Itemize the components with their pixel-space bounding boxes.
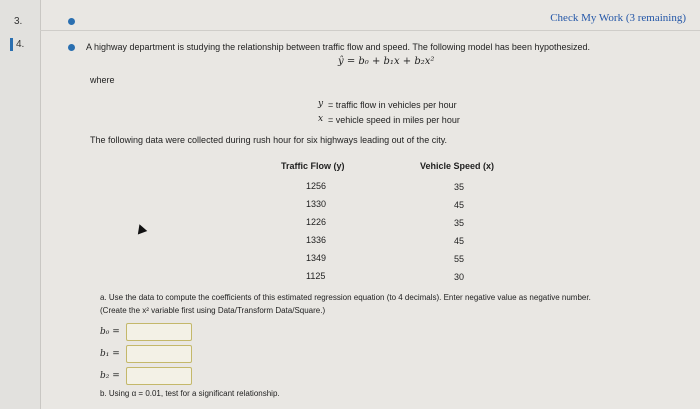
b1-input[interactable] [126, 345, 192, 363]
table-cell: 45 [454, 236, 465, 246]
part-a-note: (Create the x² variable first using Data/Transform Data/Square.) [100, 306, 326, 315]
coefficient-label: b₂ = [100, 371, 120, 381]
table-cell: 35 [454, 218, 465, 228]
table-cell: 1226 [306, 217, 327, 227]
part-b-instruction: b. Using α = 0.01, test for a significant relationship. [100, 389, 280, 398]
table-cell: 45 [454, 200, 465, 210]
definition-text: = vehicle speed in miles per hour [328, 115, 460, 125]
coefficient-label: b₁ = [100, 349, 120, 359]
table-cell: 35 [454, 182, 465, 192]
table-cell: 1125 [306, 271, 326, 281]
question-nav [0, 0, 41, 409]
b2-input[interactable] [126, 367, 192, 385]
question-content [40, 31, 700, 409]
b0-input[interactable] [126, 323, 192, 341]
model-equation: ŷ = b₀ + b₁x + b₂x² [338, 56, 435, 67]
question-number: 4. [10, 38, 27, 51]
definition-text: = traffic flow in vehicles per hour [328, 100, 457, 110]
question-nav-item-4[interactable] [0, 36, 40, 58]
check-my-work-button[interactable]: Check My Work (3 remaining) [550, 12, 686, 24]
table-header: Vehicle Speed (x) [420, 161, 495, 171]
question-number: 3. [14, 16, 23, 27]
table-cell: 30 [454, 272, 465, 282]
table-cell: 1256 [306, 181, 327, 191]
question-nav-item-3[interactable] [0, 12, 40, 34]
coefficient-label: b₀ = [100, 327, 120, 337]
definition-variable: y [318, 99, 324, 109]
table-cell: 1349 [306, 253, 327, 263]
table-cell: 1336 [306, 235, 327, 245]
table-header: Traffic Flow (y) [281, 161, 345, 171]
data-intro: The following data were collected during rush hour for six highways leading out of the city. [90, 135, 448, 145]
where-label: where [90, 75, 115, 85]
toolbar [40, 0, 700, 31]
definition-variable: x [318, 114, 324, 124]
part-a-instruction: a. Use the data to compute the coefficients of this estimated regression equation (to 4 decimals). Enter negative value as negative number. [100, 293, 591, 302]
problem-intro: A highway department is studying the relationship between traffic flow and speed. The following model has been hypothesized. [86, 42, 590, 52]
table-cell: 1330 [306, 199, 327, 209]
table-cell: 55 [454, 254, 465, 264]
